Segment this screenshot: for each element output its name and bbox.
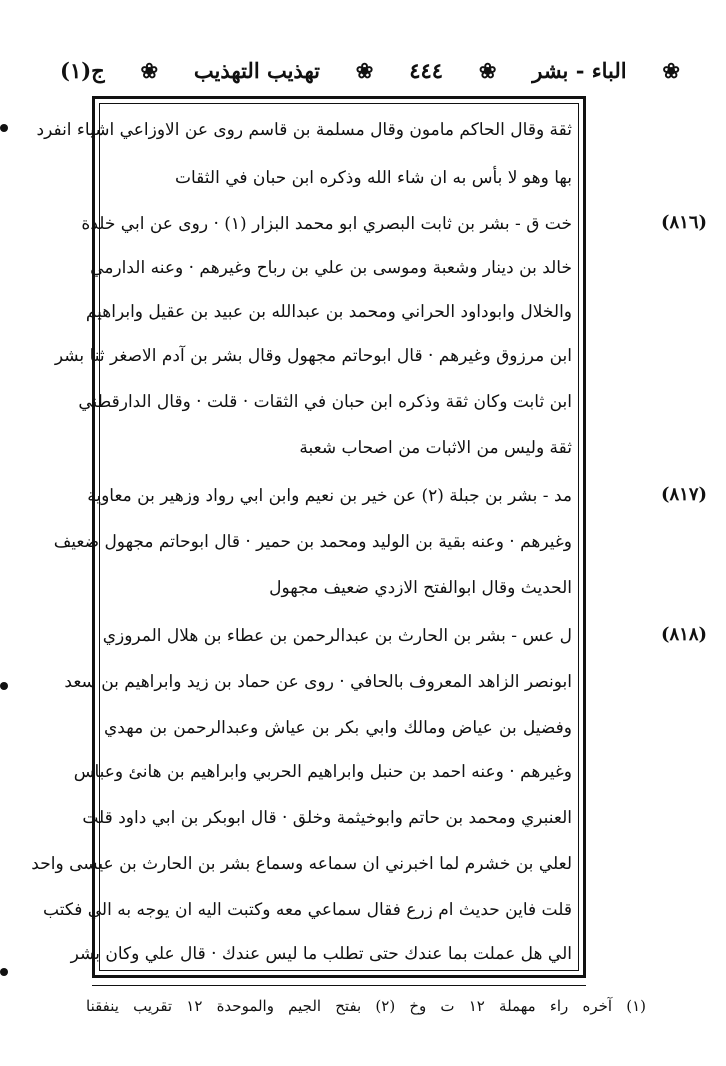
text-line: الحديث وقال ابوالفتح الازدي ضعيف مجهول [269, 578, 572, 598]
text-line: ثقة وقال الحاكم مامون وقال مسلمة بن قاسم روى عن الاوزاعي اشياء انفرد [36, 120, 572, 140]
text-line: خت ق - بشر بن ثابت البصري ابو محمد البزار (١) · روى عن ابي خلدة [81, 214, 572, 234]
header-ornament: ❀ [355, 57, 374, 83]
footnote: (١) آخره راء مهملة ١٢ ت وخ (٢) بفتح الجيم والموحدة ١٢ تقريب ينفقنا [86, 997, 646, 1015]
text-line: ابن مرزوق وغيرهم · قال ابوحاتم مجهول وقال بشر بن آدم الاصغر ثنا بشر [54, 346, 572, 366]
entry-number: (٨١٦) [660, 212, 708, 233]
text-line: وفضيل بن عياض ومالك وابي بكر بن عياش وعبدالرحمن بن مهدي [104, 718, 572, 738]
text-line: ثقة وليس من الاثبات من اصحاب شعبة [299, 438, 572, 458]
margin-mark [0, 124, 8, 132]
text-line: لعلي بن خشرم لما اخبرني ان سماعه وسماع بشر بن الحارث بن عيسى واحد [31, 854, 572, 874]
margin-mark [0, 968, 8, 976]
running-header [60, 50, 680, 90]
text-line: وغيرهم · وعنه احمد بن حنبل وابراهيم الحربي وابراهيم بن هانئ وعباس [73, 762, 572, 782]
text-line: العنبري ومحمد بن حاتم وابوخيثمة وخلق · قال ابوبكر بن ابي داود قلت [82, 808, 572, 828]
entry-number: (٨١٧) [660, 484, 708, 505]
footnote-divider [92, 985, 586, 986]
header-ornament: ❀ [478, 57, 497, 83]
margin-mark [0, 682, 8, 690]
text-line: وغيرهم · وعنه بقية بن الوليد ومحمد بن حمير · قال ابوحاتم مجهول ضعيف [53, 532, 572, 552]
header-ornament: ❀ [140, 57, 159, 83]
text-line: والخلال وابوداود الحراني ومحمد بن عبدالله بن عبيد بن عقيل وابراهيم [85, 302, 572, 322]
text-line: قلت فاين حديث ام زرع فقال سماعي معه وكتبت اليه ان يوجه به الي فكتب [43, 900, 572, 920]
text-line: ل عس - بشر بن الحارث بن عبدالرحمن بن عطاء بن هلال المروزي [102, 626, 572, 646]
text-line: ابن ثابت وكان ثقة وذكره ابن حبان في الثقات · قلت · وقال الدارقطني [78, 392, 572, 412]
header-ornament: ❀ [662, 57, 680, 83]
header-book-title: تهذيب التهذيب [193, 57, 320, 83]
text-line: مد - بشر بن جبلة (٢) عن خير بن نعيم وابن ابي رواد وزهير بن معاوية [87, 486, 572, 506]
entry-number: (٨١٨) [660, 624, 708, 645]
text-line: بها وهو لا بأس به ان شاء الله وذكره ابن حبان في الثقات [175, 168, 572, 188]
text-line: الي هل عملت بما عندك حتى تطلب ما ليس عندك · قال علي وكان بشر [70, 944, 572, 964]
text-line: ابونصر الزاهد المعروف بالحافي · روى عن حماد بن زيد وابراهيم بن سعد [64, 672, 572, 692]
header-page-number: ٤٤٤ [409, 57, 444, 83]
text-line: خالد بن دينار وشعبة وموسى بن علي بن رباح وغيرهم · وعنه الدارمي [90, 258, 572, 278]
header-section: الباء - بشر [532, 57, 627, 83]
header-volume: ج(١) [60, 57, 105, 83]
